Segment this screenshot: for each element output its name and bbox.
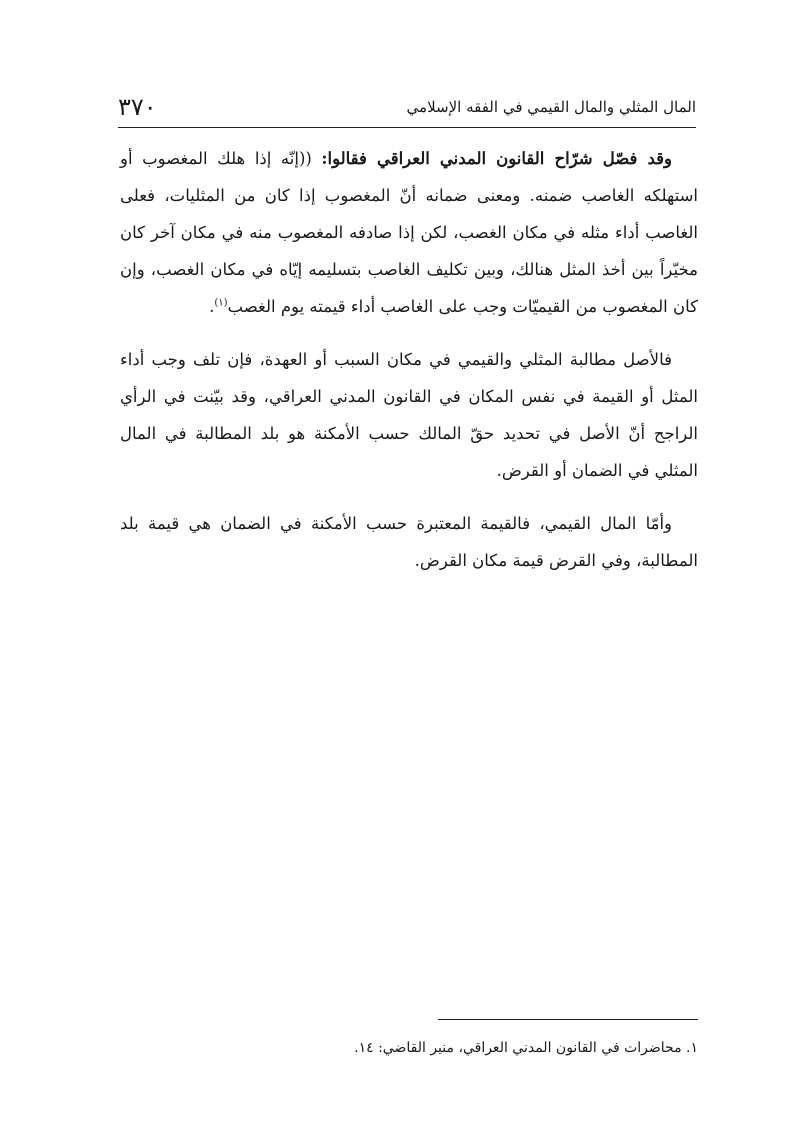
body-text	[120, 140, 698, 595]
footnote-divider	[438, 1019, 698, 1020]
paragraph-text: ((إنّه إذا هلك المغصوب أو استهلكه الغاصب ضمنه. ومعنى ضمانه أنّ المغصوب إذا كان من المثليات، فعلى الغاصب أداء مثله في مكان الغصب، لكن إذا صادفه المغصوب منه في مكان آخر كان مخيّراً بين أخذ المثل هنالك، وبين تكليف الغاصب بتسليمه إيّاه في مكان الغصب، وإن كان المغصوب من القيميّات وجب على الغاصب أداء قيمته يوم الغصب	[120, 149, 698, 316]
page-number: ٣٧٠	[118, 93, 157, 121]
running-header	[118, 88, 696, 128]
paragraph-2: فالأصل مطالبة المثلي والقيمي في مكان السبب أو العهدة، فإن تلف وجب أداء المثل أو القيمة في نفس المكان في القانون المدني العراقي، وقد بيّنت في الرأي الراجح أنّ الأصل في تحديد حقّ المالك حسب الأمكنة هو بلد المطالبة في المال المثلي في الضمان أو القرض.	[120, 350, 698, 480]
paragraph-tail: .	[209, 297, 215, 316]
paragraph-lead: وقد فصّل شرّاح القانون المدني العراقي فقالوا:	[321, 149, 672, 168]
paragraph-3: وأمّا المال القيمي، فالقيمة المعتبرة حسب الأمكنة في الضمان هي قيمة بلد المطالبة، وفي القرض قيمة مكان القرض.	[120, 514, 698, 570]
footnote-reference[interactable]: (١)	[214, 297, 228, 309]
header-title: المال المثلي والمال القيمي في الفقه الإسلامي	[406, 98, 696, 116]
footnote-1: ١. محاضرات في القانون المدني العراقي، منير القاضي: ١٤.	[354, 1040, 698, 1056]
header-rule	[118, 127, 696, 128]
paragraph-1	[120, 140, 698, 325]
